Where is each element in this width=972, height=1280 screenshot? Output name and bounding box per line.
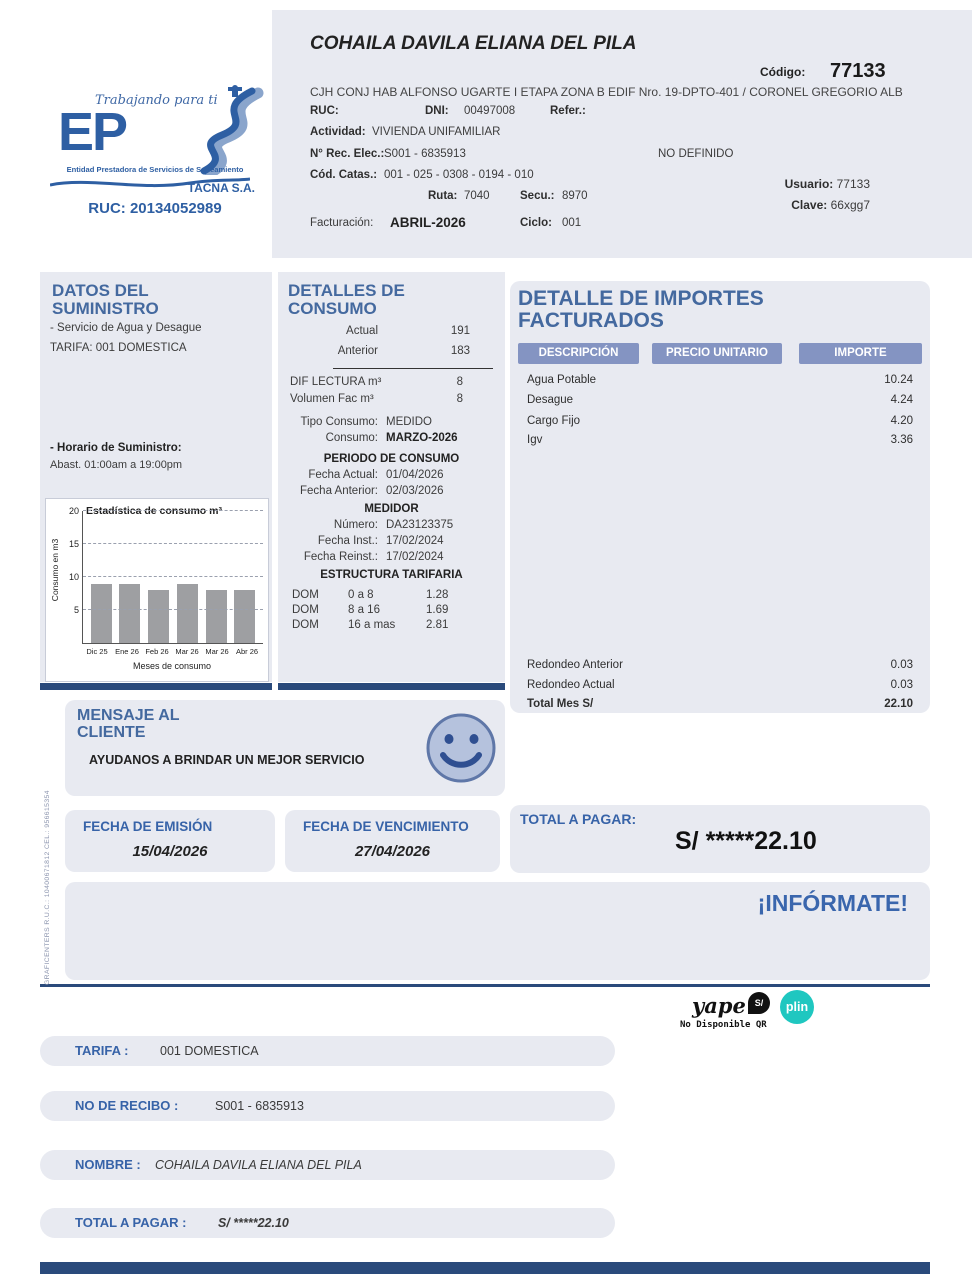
ciclo-label: Ciclo:	[520, 217, 552, 229]
chart-y-axis-label: Consumo en m3	[50, 538, 60, 602]
tarifa-row	[278, 604, 505, 616]
chart-title: Estadística de consumo m³	[86, 505, 222, 517]
importe-row	[527, 374, 913, 386]
codigo-label: Código:	[760, 65, 806, 79]
total-pagar-label: TOTAL A PAGAR:	[520, 811, 637, 827]
consumption-bar	[177, 584, 198, 643]
catas-value: 001 - 025 - 0308 - 0194 - 010	[384, 169, 534, 181]
plin-logo: plin	[780, 990, 814, 1024]
yape-badge-icon: S/	[748, 992, 770, 1014]
rec-elec-value: S001 - 6835913	[384, 148, 466, 160]
header-panel	[272, 10, 972, 258]
clave-label: Clave:	[791, 198, 828, 212]
codigo-value: 77133	[830, 60, 886, 82]
y-tick-label: 20	[68, 506, 79, 516]
tarifa-row	[278, 589, 505, 601]
informate-text: ¡INFÓRMATE!	[757, 890, 908, 916]
secu-value: 8970	[562, 190, 588, 202]
fecha-anterior-label: Fecha Anterior:	[300, 485, 378, 497]
fecha-actual-label: Fecha Actual:	[308, 469, 378, 481]
fecha-inst-value: 17/02/2024	[386, 535, 444, 547]
suministro-line2: TARIFA: 001 DOMESTICA	[50, 342, 187, 354]
printer-credit: GRAFICENTERS R.U.C.: 10400671812 CEL.: 956615354	[44, 790, 51, 985]
reading-divider	[333, 368, 493, 369]
smiley-icon	[425, 712, 497, 784]
x-tick-label: Feb 26	[145, 647, 169, 656]
fecha-vencimiento-label: FECHA DE VENCIMIENTO	[303, 819, 469, 834]
tipo-consumo-label: Tipo Consumo:	[300, 416, 378, 428]
consumption-bar	[119, 584, 140, 643]
ruta-label: Ruta:	[428, 190, 458, 202]
suministro-line1: - Servicio de Agua y Desague	[50, 322, 202, 334]
tarifa-tipo: DOM	[292, 619, 319, 631]
suministro-panel	[40, 272, 272, 682]
tarifa-rango: 16 a mas	[348, 619, 396, 631]
footer-row-tarifa	[40, 1036, 615, 1066]
consumption-bar	[91, 584, 112, 643]
consumo-panel	[278, 272, 505, 682]
footer-label: TOTAL A PAGAR :	[75, 1215, 187, 1230]
tarifa-tipo: DOM	[292, 604, 319, 616]
importe-descripcion: Agua Potable	[527, 374, 597, 386]
x-tick-label: Mar 26	[175, 647, 199, 656]
y-tick-label: 15	[68, 539, 79, 549]
importe-row	[527, 394, 913, 406]
footer-row-total	[40, 1208, 615, 1238]
vol-value: 8	[456, 393, 463, 405]
rec-elec-label: N° Rec. Elec.:	[310, 148, 385, 160]
footer-label: NOMBRE :	[75, 1157, 141, 1172]
redondeo-actual-label: Redondeo Actual	[527, 679, 615, 691]
tarifa-tipo: DOM	[292, 589, 319, 601]
redondeo-anterior-label: Redondeo Anterior	[527, 659, 623, 671]
clave-value: 66xgg7	[830, 198, 870, 212]
x-tick-label: Mar 26	[205, 647, 229, 656]
vol-label: Volumen Fac m³	[290, 393, 374, 405]
suministro-title: DATOS DEL SUMINISTRO	[52, 281, 159, 318]
tarifa-precio: 1.69	[426, 604, 449, 616]
ruc-label: RUC:	[310, 105, 339, 117]
dif-label: DIF LECTURA m³	[290, 376, 382, 388]
suministro-bottom-rule	[40, 683, 272, 690]
redondeo-anterior-value: 0.03	[890, 659, 913, 671]
consumption-bar	[206, 590, 227, 643]
x-tick-label: Abr 26	[235, 647, 259, 656]
horario-value: Abast. 01:00am a 19:00pm	[50, 459, 183, 471]
payment-logos	[680, 990, 860, 1036]
col-importe: IMPORTE	[799, 343, 922, 364]
redondeo-actual-row	[527, 679, 913, 691]
consumo-title: DETALLES DE CONSUMO	[288, 281, 405, 318]
customer-name: COHAILA DAVILA ELIANA DEL PILA	[310, 33, 637, 54]
importe-descripcion: Cargo Fijo	[527, 415, 581, 427]
consumption-bar	[148, 590, 169, 643]
total-mes-row	[527, 698, 913, 710]
gridline	[83, 576, 263, 577]
periodo-title: PERIODO DE CONSUMO	[323, 453, 460, 465]
brand-company: TACNA S.A.	[187, 181, 255, 195]
redondeo-anterior-row	[527, 659, 913, 671]
brand-tagline: Trabajando para ti	[95, 93, 218, 108]
usuario-value: 77133	[836, 177, 870, 191]
fecha-actual-value: 01/04/2026	[386, 469, 444, 481]
ruta-value: 7040	[464, 190, 490, 202]
x-tick-label: Dic 25	[86, 647, 108, 656]
importe-row	[527, 415, 913, 427]
footer-rule	[40, 1262, 930, 1274]
mensaje-body: AYUDANOS A BRINDAR UN MEJOR SERVICIO	[89, 753, 365, 767]
gridline	[83, 609, 263, 610]
total-mes-label: Total Mes S/	[527, 698, 594, 710]
importe-valor: 4.24	[890, 394, 913, 406]
consumption-chart-plot	[68, 506, 263, 644]
eps-river-s-icon	[170, 85, 270, 175]
gridline	[83, 543, 263, 544]
chart-x-tick-labels	[82, 647, 262, 656]
tarifa-rango: 8 a 16	[348, 604, 380, 616]
importe-valor: 10.24	[884, 374, 913, 386]
footer-value: COHAILA DAVILA ELIANA DEL PILA	[155, 1158, 362, 1172]
gridline	[83, 510, 263, 511]
footer-value: S001 - 6835913	[215, 1099, 304, 1113]
tarifa-precio: 1.28	[426, 589, 449, 601]
tarifa-row	[278, 619, 505, 631]
importe-descripcion: Igv	[527, 434, 543, 446]
secu-label: Secu.:	[520, 190, 555, 202]
dni-label: DNI:	[425, 105, 449, 117]
catas-label: Cód. Catas.:	[310, 169, 378, 181]
fecha-vencimiento-panel	[285, 810, 500, 872]
fecha-vencimiento-value: 27/04/2026	[354, 843, 431, 860]
fecha-reinst-label: Fecha Reinst.:	[303, 551, 378, 563]
y-tick-label: 10	[68, 572, 79, 582]
consumption-chart	[45, 498, 269, 682]
actual-value: 191	[450, 325, 470, 337]
dni-value: 00497008	[464, 105, 516, 117]
medidor-numero-value: DA23123375	[386, 519, 454, 531]
eps-logo-text: EP	[58, 102, 127, 162]
usuario-label: Usuario:	[784, 177, 834, 191]
separator-rule	[40, 984, 930, 987]
footer-label: NO DE RECIBO :	[75, 1098, 179, 1113]
x-tick-label: Ene 26	[115, 647, 139, 656]
fecha-emision-label: FECHA DE EMISIÓN	[83, 819, 213, 834]
tipo-consumo-value: MEDIDO	[386, 416, 432, 428]
consumo-mes-label: Consumo:	[325, 432, 378, 444]
total-mes-value: 22.10	[884, 698, 913, 710]
mensaje-panel	[65, 700, 505, 796]
actividad-label: Actividad:	[310, 126, 366, 138]
brand-subtitle: Entidad Prestadora de Servicios de Saneamiento	[66, 165, 244, 174]
y-tick-label: 5	[73, 605, 79, 615]
no-definido: NO DEFINIDO	[658, 148, 734, 160]
medidor-title: MEDIDOR	[364, 503, 419, 515]
chart-x-axis-label: Meses de consumo	[132, 661, 212, 671]
footer-label: TARIFA :	[75, 1043, 129, 1058]
col-precio-unitario: PRECIO UNITARIO	[652, 343, 782, 364]
informate-panel	[65, 882, 930, 980]
footer-value: S/ *****22.10	[218, 1216, 289, 1230]
consumo-bottom-rule	[278, 683, 505, 690]
brand-block	[40, 85, 270, 225]
facturacion-label: Facturación:	[310, 217, 374, 229]
importe-valor: 4.20	[890, 415, 913, 427]
estructura-title: ESTRUCTURA TARIFARIA	[320, 569, 463, 581]
importes-table-header	[518, 343, 922, 365]
total-pagar-panel	[510, 805, 930, 873]
anterior-label: Anterior	[337, 345, 378, 357]
actual-label: Actual	[346, 325, 378, 337]
ciclo-value: 001	[562, 217, 582, 229]
footer-row-nombre	[40, 1150, 615, 1180]
fecha-emision-value: 15/04/2026	[132, 843, 208, 860]
fecha-reinst-value: 17/02/2024	[386, 551, 444, 563]
importes-panel	[510, 281, 930, 713]
medidor-numero-label: Número:	[333, 519, 378, 531]
col-descripcion: DESCRIPCIÓN	[518, 343, 639, 364]
yape-logo: yape	[692, 993, 746, 1018]
footer-value: 001 DOMESTICA	[160, 1044, 259, 1058]
tarifa-rango: 0 a 8	[348, 589, 374, 601]
mensaje-title: MENSAJE AL CLIENTE	[77, 707, 180, 741]
facturacion-value: ABRIL-2026	[390, 215, 466, 230]
footer-row-recibo	[40, 1091, 615, 1121]
anterior-value: 183	[450, 345, 470, 357]
fecha-inst-label: Fecha Inst.:	[317, 535, 378, 547]
customer-address: CJH CONJ HAB ALFONSO UGARTE I ETAPA ZONA B EDIF Nro. 19-DPTO-401 / CORONEL GREGORIO ALB	[310, 85, 903, 99]
consumption-bar	[234, 590, 255, 643]
actividad-value: VIVIENDA UNIFAMILIAR	[372, 126, 501, 138]
importe-valor: 3.36	[890, 434, 913, 446]
refer-label: Refer.:	[550, 105, 586, 117]
redondeo-actual-value: 0.03	[890, 679, 913, 691]
horario-label: - Horario de Suministro:	[50, 442, 182, 454]
fecha-anterior-value: 02/03/2026	[386, 485, 444, 497]
importe-descripcion: Desague	[527, 394, 574, 406]
consumo-mes-value: MARZO-2026	[386, 432, 458, 444]
importe-row	[527, 434, 913, 446]
dif-value: 8	[456, 376, 463, 388]
brand-ruc: RUC: 20134052989	[88, 200, 222, 217]
tarifa-precio: 2.81	[426, 619, 449, 631]
fecha-emision-panel	[65, 810, 275, 872]
total-pagar-value: S/ *****22.10	[675, 827, 817, 855]
importes-title: DETALLE DE IMPORTES FACTURADOS	[518, 287, 764, 333]
qr-note: No Disponible QR	[680, 1020, 767, 1030]
